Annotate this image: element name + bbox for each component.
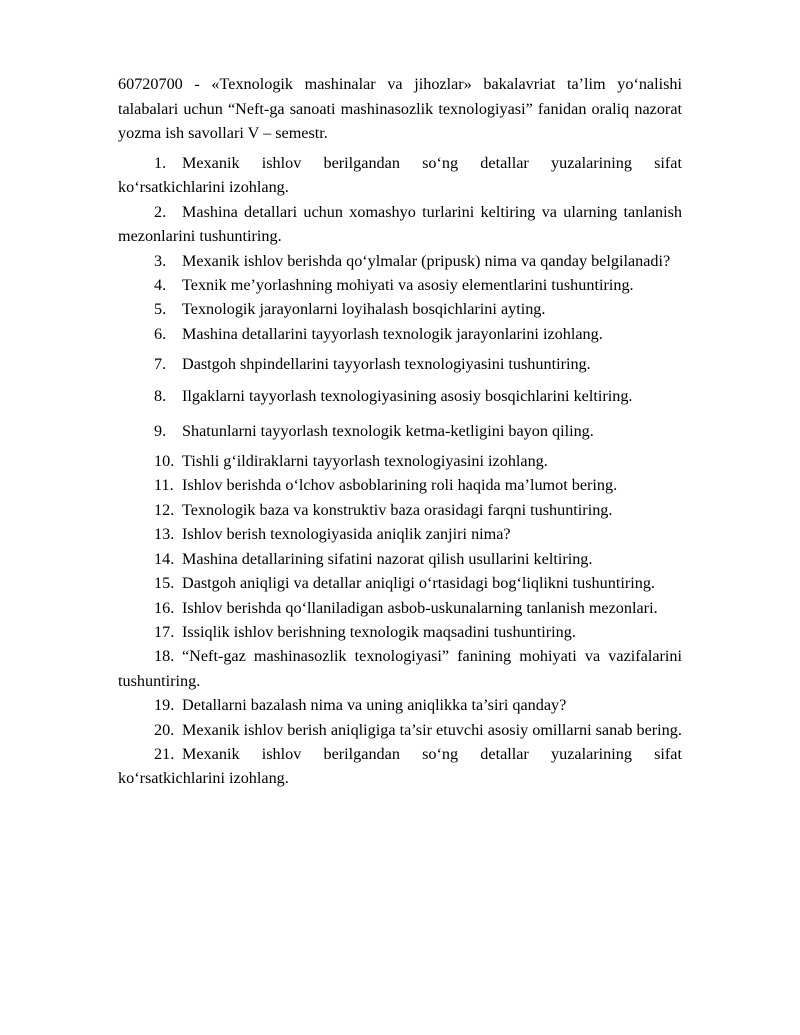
question-item [118,449,682,473]
question-number: 17. [154,622,175,641]
question-number: 19. [154,696,175,715]
question-number: 5. [154,300,167,319]
question-item [118,379,682,413]
question-number: 1. [154,154,167,172]
question-item [118,693,682,717]
question-text: Mexanik ishlov berishda qo‘ylmalar (pripusk) nima va qanday belgilanadi? [182,251,671,270]
question-item [118,620,682,644]
question-text: Mexanik ishlov berish aniqligiga ta’sir etuvchi asosiy omillarni sanab bering. [182,720,682,739]
question-text: Mexanik ishlov berilgandan so‘ng detallar yuzalarining sifat ko‘rsatkichlarini izohlang. [118,744,682,788]
document-header: 60720700 - «Texnologik mashinalar va jihozlar» bakalavriat ta’lim yo‘nalishi talabalari uchun “Neft-ga sanoati mashinasozlik texnologiyasi” fanidan oraliq nazorat yozma ish savollari V – semestr. [118,75,682,142]
question-item [118,596,682,620]
question-number: 8. [154,386,167,405]
question-number: 3. [154,251,167,270]
question-item [118,473,682,497]
question-number: 6. [154,324,167,343]
question-number: 14. [154,549,175,568]
question-item [118,742,682,791]
question-text: Tishli g‘ildiraklarni tayyorlash texnologiyasini izohlang. [182,452,548,471]
question-item [118,547,682,571]
question-number: 10. [154,452,175,471]
question-number: 21. [154,744,175,763]
question-number: 16. [154,598,175,617]
question-item [118,718,682,742]
question-item [118,322,682,346]
question-item [118,522,682,546]
question-item [118,419,682,443]
question-text: Ishlov berishda o‘lchov asboblarining roli haqida ma’lumot bering. [182,476,618,495]
question-number: 7. [154,355,167,374]
question-text: “Neft-gaz mashinasozlik texnologiyasi” fanining mohiyati va vazifalarini tushuntiring. [118,647,682,690]
question-number: 2. [154,202,167,221]
question-text: Ilgaklarni tayyorlash texnologiyasining asosiy bosqichlarini keltiring. [182,386,633,405]
question-number: 4. [154,276,167,295]
question-text: Detallarni bazalash nima va uning aniqlikka ta’siri qanday? [182,696,567,715]
question-text: Mashina detallarining sifatini nazorat qilish usullarini keltiring. [182,549,593,568]
question-text: Issiqlik ishlov berishning texnologik maqsadini tushuntiring. [182,622,576,641]
question-number: 13. [154,525,175,544]
question-number: 11. [154,476,174,495]
question-text: Ishlov berish texnologiyasida aniqlik zanjiri nima? [182,525,511,544]
question-text: Dastgoh aniqligi va detallar aniqligi o‘rtasidagi bog‘liqlikni tushuntiring. [182,574,655,593]
question-number: 9. [154,421,167,440]
question-number: 12. [154,500,175,519]
question-item [118,151,682,200]
question-text: Texnik me’yorlashning mohiyati va asosiy elementlarini tushuntiring. [182,276,634,295]
question-item [118,249,682,273]
question-item [118,498,682,522]
question-number: 18. [154,647,175,666]
question-item [118,571,682,595]
question-text: Shatunlarni tayyorlash texnologik ketma-ketligini bayon qiling. [182,421,594,440]
question-text: Texnologik jarayonlarni loyihalash bosqichlarini ayting. [182,300,546,319]
question-text: Mashina detallari uchun xomashyo turlarini keltiring va ularning tanlanish mezonlarini tushuntiring. [118,202,682,246]
question-item [118,200,682,249]
question-number: 20. [154,720,175,739]
question-text: Dastgoh shpindellarini tayyorlash texnologiyasini tushuntiring. [182,355,591,374]
question-item [118,273,682,297]
question-item [118,352,682,376]
question-list [118,151,682,791]
question-text: Texnologik baza va konstruktiv baza orasidagi farqni tushuntiring. [182,500,613,519]
question-number: 15. [154,574,175,593]
question-text: Mashina detallarini tayyorlash texnologik jarayonlarini izohlang. [182,324,603,343]
question-text: Ishlov berishda qo‘llaniladigan asbob-uskunalarning tanlanish mezonlari. [182,598,658,617]
question-text: Mexanik ishlov berilgandan so‘ng detallar yuzalarining sifat ko‘rsatkichlarini izohlang. [118,154,682,197]
question-item [118,644,682,693]
question-item [118,297,682,321]
